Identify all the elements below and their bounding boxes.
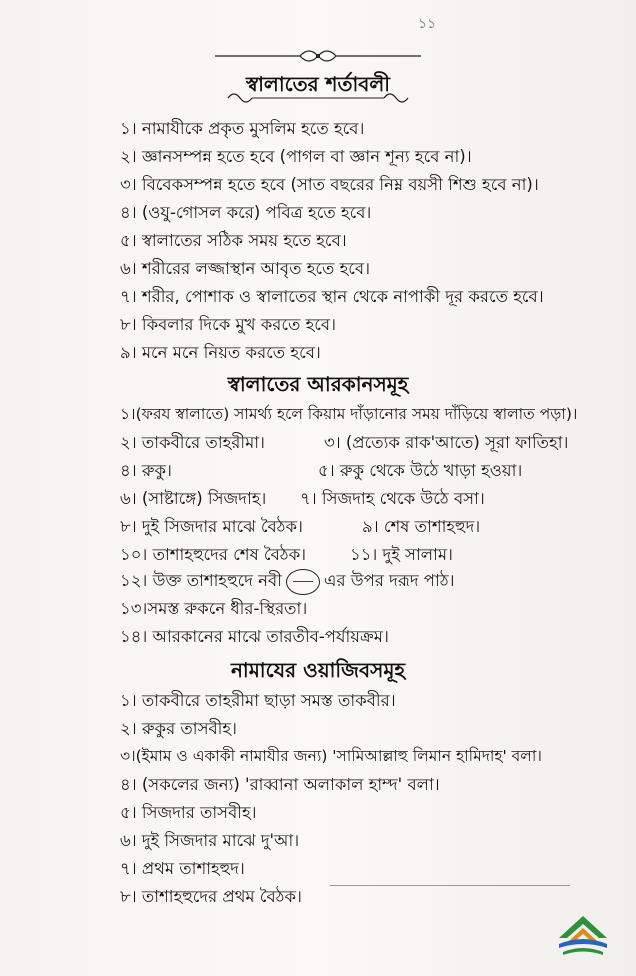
arkan-item-12-text-start: ১২। উক্ত তাশাহহুদে নবী [120, 571, 282, 590]
arkan-item-11: ১১। দুই সালাম। [350, 545, 453, 564]
wajib-item-6: ৬। দুই সিজদার মাঝে দু'আ। [120, 831, 300, 850]
arkan-item-7: ৭। সিজদাহ থেকে উঠে বসা। [300, 489, 485, 508]
arkan-item-13: ১৩।সমস্ত রুকনে ধীর-স্থিরতা। [120, 599, 308, 618]
heading-conditions: স্বালাতের শর্তাবলী [245, 72, 391, 96]
arkan-item-14: ১৪। আরকানের মাঝে তারতীব-পর্যায়ক্রম। [120, 627, 389, 646]
arkan-item-12-text-end: এর উপর দরূদ পাঠ। [323, 571, 455, 590]
arkan-item-9: ৯। শেষ তাশাহহুদ। [362, 517, 481, 536]
arkan-item-12 [120, 568, 454, 595]
wajib-item-8: ৮। তাশাহহুদের প্রথম বৈঠক। [120, 887, 302, 906]
heading-wajib: নামাযের ওয়াজিবসমূহ [230, 658, 406, 682]
condition-item-8: ৮। কিবলার দিকে মুখ করতে হবে। [120, 315, 337, 334]
condition-item-6: ৬। শরীরের লজ্জাস্থান আবৃত হতে হবে। [120, 259, 371, 278]
condition-item-7: ৭। শরীর, পোশাক ও স্বালাতের স্থান থেকে নাপাকী দূর করতে হবে। [120, 287, 544, 306]
arkan-item-3: ৩। (প্রত্যেক রাক'আতে) সূরা ফাতিহা। [324, 433, 569, 452]
salawat-seal-icon [286, 569, 320, 595]
wajib-item-4: ৪। (সকলের জন্য) 'রাব্বানা অলাকাল হাম্দ' বলা। [120, 775, 440, 794]
arkan-item-1: ১।(ফরয স্বালাতে) সামর্থ্য হলে কিয়াম দাঁড়ানোর সময় দাঁড়িয়ে স্বালাত পড়া)। [120, 405, 578, 423]
arkan-item-10: ১০। তাশাহহুদের শেষ বৈঠক। [120, 545, 307, 564]
condition-item-1: ১। নামাযীকে প্রকৃত মুসলিম হতে হবে। [120, 119, 365, 138]
wajib-item-1: ১। তাকবীরে তাহরীমা ছাড়া সমস্ত তাকবীর। [120, 691, 396, 710]
condition-item-4: ৪। (ওযু-গোসল করে) পবিত্র হতে হবে। [120, 203, 372, 222]
arkan-item-8: ৮। দুই সিজদার মাঝে বৈঠক। [120, 517, 303, 536]
footnote-divider [330, 885, 570, 886]
heading-scroll-ornament [0, 86, 636, 110]
publisher-logo-icon [553, 912, 613, 960]
condition-item-2: ২। জ্ঞানসম্পন্ন হতে হবে (পাগল বা জ্ঞান শূন্য হবে না)। [120, 147, 472, 166]
page-number: ১১ [418, 16, 437, 32]
top-ornament-divider [0, 44, 636, 68]
wajib-item-3: ৩।(ইমাম ও একাকী নামাযীর জন্য) 'সামিআল্লাহু লিমান হামিদাহ' বলা। [120, 747, 542, 765]
wajib-item-2: ২। রুকুর তাসবীহ। [120, 719, 237, 738]
arkan-item-5: ৫। রুকু থেকে উঠে খাড়া হওয়া। [318, 461, 523, 480]
heading-arkan: স্বালাতের আরকানসমূহ [227, 372, 409, 396]
arkan-item-2: ২। তাকবীরে তাহরীমা। [120, 433, 265, 452]
wajib-item-5: ৫। সিজদার তাসবীহ। [120, 803, 257, 822]
arkan-item-4: ৪। রুকু। [120, 461, 172, 480]
condition-item-9: ৯। মনে মনে নিয়ত করতে হবে। [120, 343, 321, 362]
condition-item-5: ৫। স্বালাতের সঠিক সময় হতে হবে। [120, 231, 347, 250]
arkan-item-6: ৬। (সাষ্টাঙ্গে) সিজদাহ। [120, 489, 267, 508]
wajib-item-7: ৭। প্রথম তাশাহহুদ। [120, 859, 245, 878]
condition-item-3: ৩। বিবেকসম্পন্ন হতে হবে (সাত বছরের নিম্ন বয়সী শিশু হবে না)। [120, 175, 539, 194]
